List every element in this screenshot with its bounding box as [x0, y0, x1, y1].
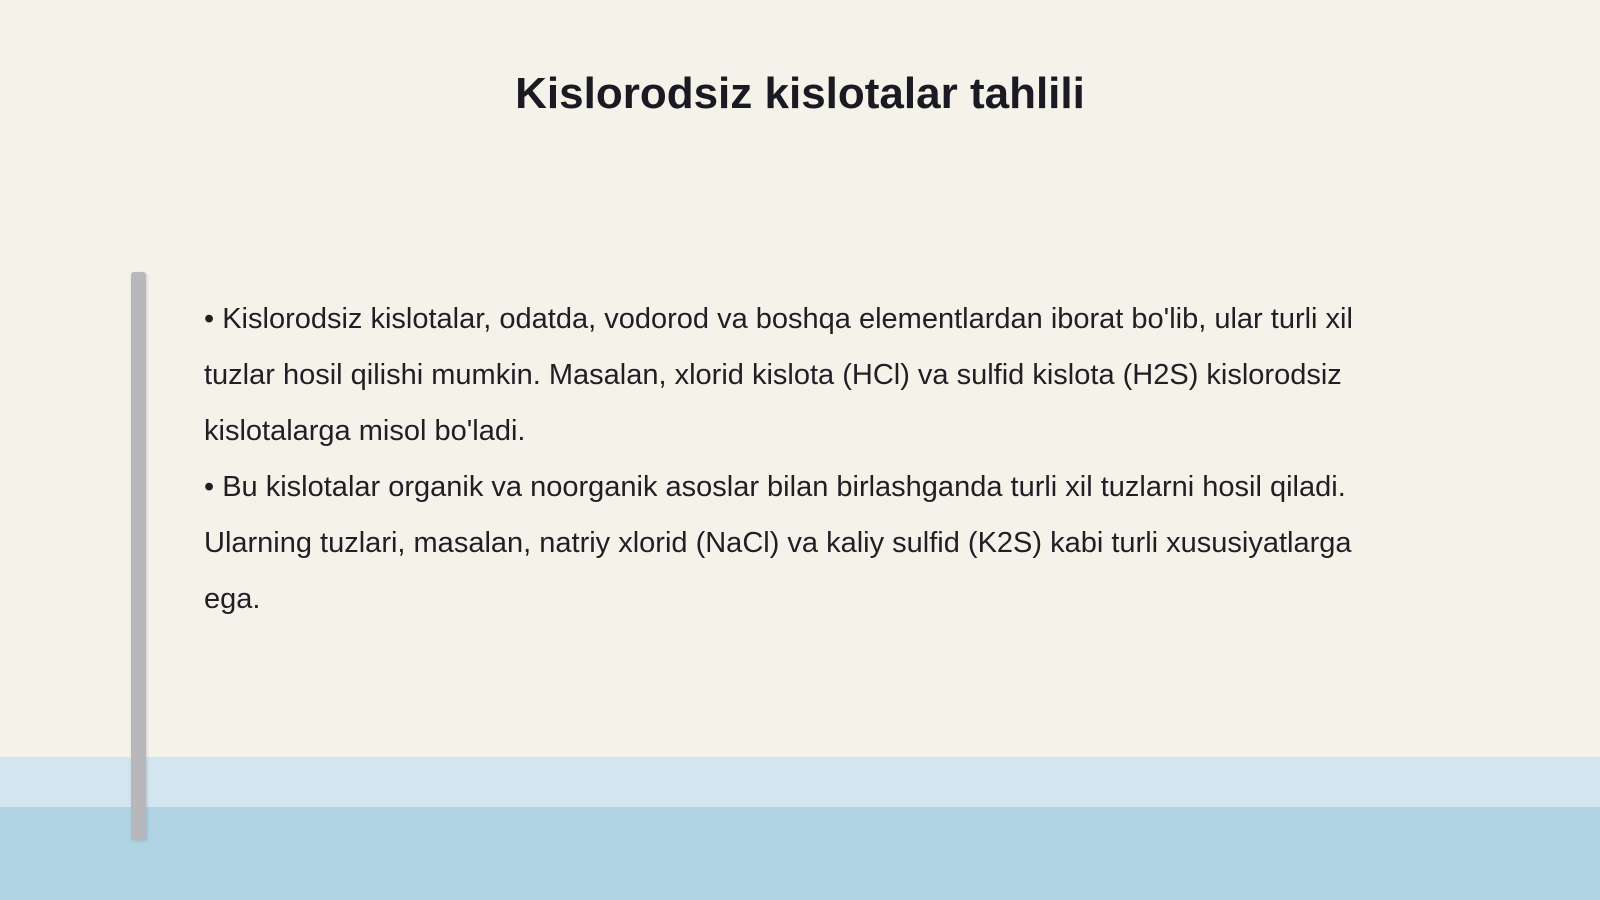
- bullet-paragraph-1: • Kislorodsiz kislotalar, odatda, vodorod va boshqa elementlardan iborat bo'lib, ular turli xil tuzlar hosil qilishi mumkin. Masalan, xlorid kislota (HCl) va sulfid kislota (H2S) kislorodsiz kislotalarga misol bo'ladi.: [204, 303, 1353, 447]
- accent-bar: [131, 272, 146, 840]
- footer-band-light: [0, 757, 1600, 807]
- footer-band-dark: [0, 807, 1600, 900]
- bullet-paragraph-2: • Bu kislotalar organik va noorganik asoslar bilan birlashganda turli xil tuzlarni hosil qiladi. Ularning tuzlari, masalan, natriy xlorid (NaCl) va kaliy sulfid (K2S) kabi turli xususiyatlarga ega.: [204, 471, 1352, 615]
- slide-title: Kislorodsiz kislotalar tahlili: [515, 69, 1085, 118]
- slide-body: [204, 291, 1404, 627]
